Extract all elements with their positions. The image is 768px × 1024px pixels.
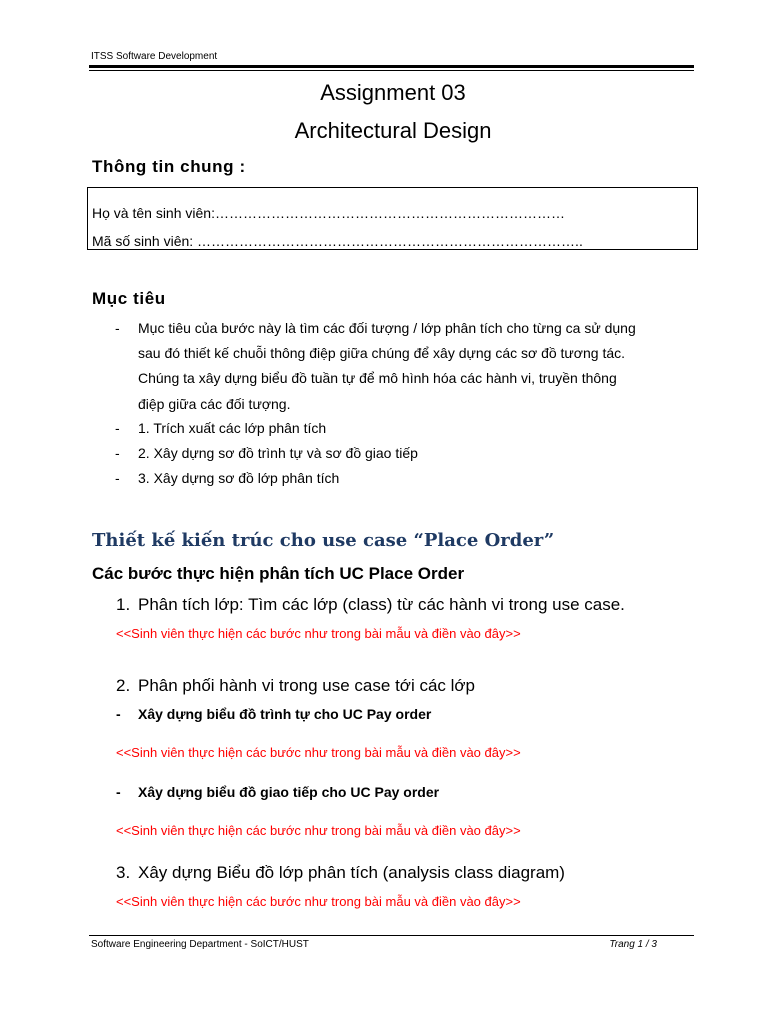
goal-text-line: điệp giữa các đối tượng.	[138, 396, 291, 412]
general-info-heading: Thông tin chung :	[92, 157, 246, 176]
placeholder-note: <<Sinh viên thực hiện các bước như trong bài mẫu và điền vào đây>>	[116, 745, 521, 760]
step-number: 1.	[116, 595, 131, 614]
list-dash: -	[116, 784, 121, 800]
step-text: Phân phối hành vi trong use case tới các lớp	[138, 676, 475, 695]
step-item	[116, 595, 625, 615]
student-name-field: Họ và tên sinh viên:…………………………………………………………………	[92, 205, 565, 221]
list-dash: -	[115, 320, 120, 336]
goal-text-line: Mục tiêu của bước này là tìm các đối tượng / lớp phân tích cho từng ca sử dụng	[138, 320, 636, 336]
student-id-field: Mã số sinh viên: ………………………………………………………………………..	[92, 233, 583, 249]
sub-item-text: Xây dựng biểu đồ trình tự cho UC Pay order	[138, 706, 432, 722]
header-rule-thin	[89, 70, 694, 71]
goal-item: 1. Trích xuất các lớp phân tích	[138, 420, 327, 436]
goal-item: 2. Xây dựng sơ đồ trình tự và sơ đồ giao tiếp	[138, 445, 418, 461]
page-number: Trang 1 / 3	[609, 939, 657, 950]
steps-subtitle: Các bước thực hiện phân tích UC Place Order	[92, 564, 465, 583]
goals-heading: Mục tiêu	[92, 289, 166, 308]
goal-text-line: Chúng ta xây dựng biểu đồ tuần tự để mô hình hóa các hành vi, truyền thông	[138, 370, 617, 386]
list-dash: -	[115, 470, 120, 486]
document-subtitle: Architectural Design	[294, 118, 492, 143]
list-dash: -	[115, 445, 120, 461]
goal-text-line: sau đó thiết kế chuỗi thông điệp giữa chúng để xây dựng các sơ đồ tương tác.	[138, 345, 626, 361]
step-text: Phân tích lớp: Tìm các lớp (class) từ các hành vi trong use case.	[138, 595, 625, 614]
section-title: Thiết kế kiến trúc cho use case “Place Order”	[92, 530, 555, 551]
list-dash: -	[116, 706, 121, 722]
sub-item	[116, 784, 439, 800]
list-dash: -	[115, 420, 120, 436]
placeholder-note: <<Sinh viên thực hiện các bước như trong bài mẫu và điền vào đây>>	[116, 823, 521, 838]
footer-department: Software Engineering Department - SoICT/HUST	[91, 939, 309, 950]
goal-item: 3. Xây dựng sơ đồ lớp phân tích	[138, 470, 340, 486]
placeholder-note: <<Sinh viên thực hiện các bước như trong bài mẫu và điền vào đây>>	[116, 894, 521, 909]
step-text: Xây dựng Biểu đồ lớp phân tích (analysis class diagram)	[138, 863, 565, 882]
header-rule-thick	[89, 65, 694, 68]
sub-item-text: Xây dựng biểu đồ giao tiếp cho UC Pay order	[138, 784, 440, 800]
step-number: 2.	[116, 676, 131, 695]
placeholder-note: <<Sinh viên thực hiện các bước như trong bài mẫu và điền vào đây>>	[116, 626, 521, 641]
step-item	[116, 863, 565, 883]
step-item	[116, 676, 475, 696]
page-header: ITSS Software Development	[91, 51, 218, 62]
step-number: 3.	[116, 863, 131, 882]
document-title: Assignment 03	[320, 80, 466, 105]
sub-item	[116, 706, 431, 722]
footer-rule	[89, 935, 694, 936]
